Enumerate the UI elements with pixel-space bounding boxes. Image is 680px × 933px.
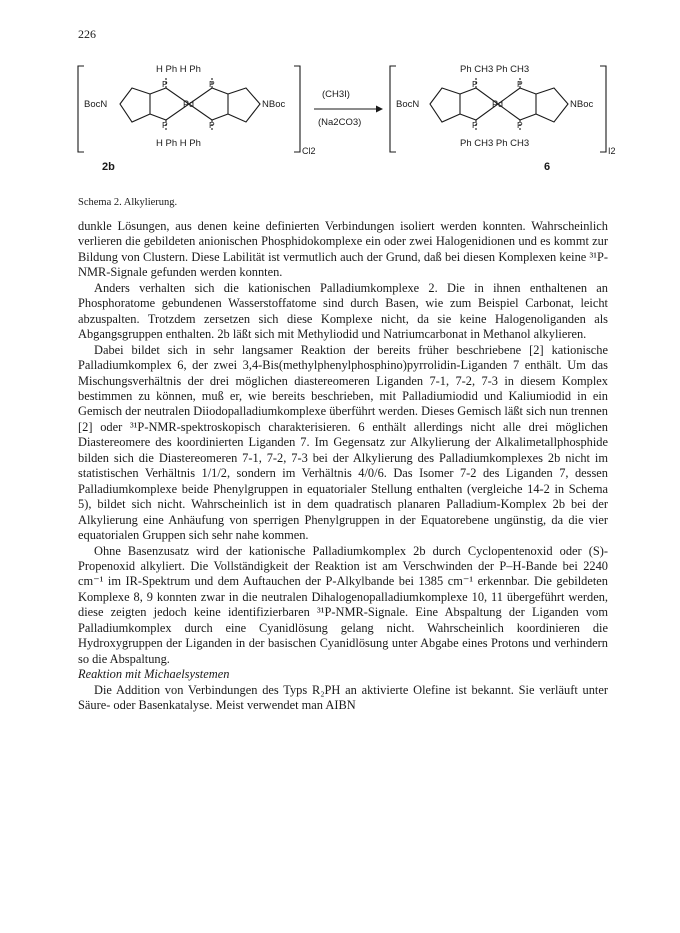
paragraph-2: Anders verhalten sich die kationischen Palladiumkomplexe 2. Die in ihnen enthaltenen an Phosphoratome gebundenen Wasserstoffatome sind durch Basen, wie zum Beispiel Carbonat, leicht abzuspalten. Trotzdem zersetzen sich diese Komplexe nicht, da sie keine Halogenoliganden als Abgangsgruppen enthalten. 2b läßt sich mit Methyliodid und Natriumcarbonat in Methanol alkylieren. [78,280,608,342]
left-ring-right [228,88,260,122]
left-ring-left [120,88,150,122]
section-heading: Reaktion mit Michaelsystemen [78,667,230,682]
right-p-label-3: P [472,120,478,130]
right-compound-number: 6 [544,161,551,173]
right-bracket-close [600,66,606,152]
right-top-substituents: Ph CH3 Ph CH3 [460,64,530,75]
reagent-below-arrow: (Na2CO3) [318,117,362,128]
right-p-label-1: P [472,79,478,89]
paragraph-3: Dabei bildet sich in sehr langsamer Reaktion der bereits früher beschriebene [2] kationische Palladiumkomplex 6, der zwei 3,4-Bis(methylphenylphosphino)pyrrolidin-Liganden 7 enthält. Um das Mischungsverhältnis der drei möglichen diastereomeren Liganden 7-1, 7-2, 7-3 in diesem Komplex bestimmen zu können, muß er, wie bereits beschrieben, mit Palladiumiodid und Kaliumiodid in ein Gemisch der neutralen Diiodopalladiumkomplexe überführt werden. Dieses Gemisch läßt sich nun trennen [2] oder ³¹P-NMR-spektroskopisch charakterisieren. 6 enthält allerdings nicht alle drei möglichen Diastereomere des koordinierten Liganden 7. Im Gegensatz zur Alkylierung der Alkalimetallphosphide bilden sich die Diastereomeren 7-1, 7-2, 7-3 bei der Alkylierung des Palladiumkomplexes 2b nicht im statistischen Verhältnis 1/1/2, sondern im Verhältnis 4/0/6. Das Isomer 7-2 des Liganden 7, dessen Palladiumkomplexe beide Phenylgruppen in equatorialer Stellung enthalten (vergleiche 14-2 in Schema 5), bildet sich nicht. Wahrscheinlich ist in dem quadratisch planaren Palladium-Komplex 2b bei der Alkylierung eine Anhäufung von sperrigen Phenylgruppen in der Equatorebene ungünstig, da die vier equatorialen Gruppen sich sehr nahe kommen. [78,342,608,543]
right-boc-n-left: BocN [396,99,420,110]
right-pd-label: Pd [492,99,504,109]
right-p-label-2: P [517,79,523,89]
paragraph-5: Die Addition von Verbindungen des Typs R₂PH an aktivierte Olefine ist bekannt. Sie verläuft unter Säure- oder Basenkatalyse. Meist verwendet man AIBN [78,682,608,713]
paragraph-1: dunkle Lösungen, aus denen keine definierten Verbindungen isoliert werden konnten. Wahrscheinlich verlieren die gebildeten anionischen Phosphidokomplexe ein oder zwei Halogenidionen und es kommt zur Bildung von Clustern. Diese Labilität ist vermutlich auch der Grund, daß bei diesen Komplexen keine ³¹P-NMR-Signale gefunden werden konnten. [78,219,608,280]
left-top-substituents: H Ph H Ph [156,64,201,75]
left-counterion: Cl2 [302,146,316,156]
right-boc-n-right: NBoc [570,99,594,110]
right-counterion: I2 [608,146,616,156]
scheme-drawing [70,58,630,186]
right-p-label-4: P [517,120,523,130]
right-bottom-substituents: Ph CH3 Ph CH3 [460,138,530,149]
right-ring-left [430,88,460,122]
body-text [78,219,608,714]
left-bottom-substituents: H Ph H Ph [156,138,201,149]
left-p-label-4: P [209,120,215,130]
left-boc-n-left: BocN [84,99,108,110]
left-p-label-2: P [209,79,215,89]
left-pd-label: Pd [183,99,195,109]
reagent-above-arrow: (CH3I) [322,89,350,100]
paragraph-4: Ohne Basenzusatz wird der kationische Palladiumkomplex 2b durch Cyclopentenoxid oder (S)-Propenoxid alkyliert. Die Vollständigkeit der Reaktion ist am Verschwinden der P–H-Bande bei 2240 cm⁻¹ im IR-Spektrum und dem Auftauchen der P-Alkylbande bei 1385 cm⁻¹ erkennbar. Die gebildeten Komplexe 8, 9 konnten zwar in die neutralen Dihalogenopalladiumkomplexe 10, 11 übergeführt werden, diese zeigten jedoch keine identifizierbaren ³¹P-NMR-Signale. Eine Abspaltung der Liganden vom Palladiumkomplex durch eine Cyanidlösung gelang nicht. Wahrscheinlich koordinieren die Hydroxygruppen der Liganden in der basischen Cyanidlösung unter Abgabe eines Protons und verhindern so die Abspaltung. [78,543,608,666]
scheme-caption: Schema 2. Alkylierung. [78,197,178,208]
page-number: 226 [78,27,96,41]
left-bracket-close [294,66,300,152]
left-compound-number: 2b [102,161,115,173]
reaction-arrowhead [376,106,383,113]
right-ring-right [536,88,568,122]
left-p-label-1: P [162,79,168,89]
reaction-scheme [70,58,630,186]
left-p-label-3: P [162,120,168,130]
left-boc-n-right: NBoc [262,99,286,110]
